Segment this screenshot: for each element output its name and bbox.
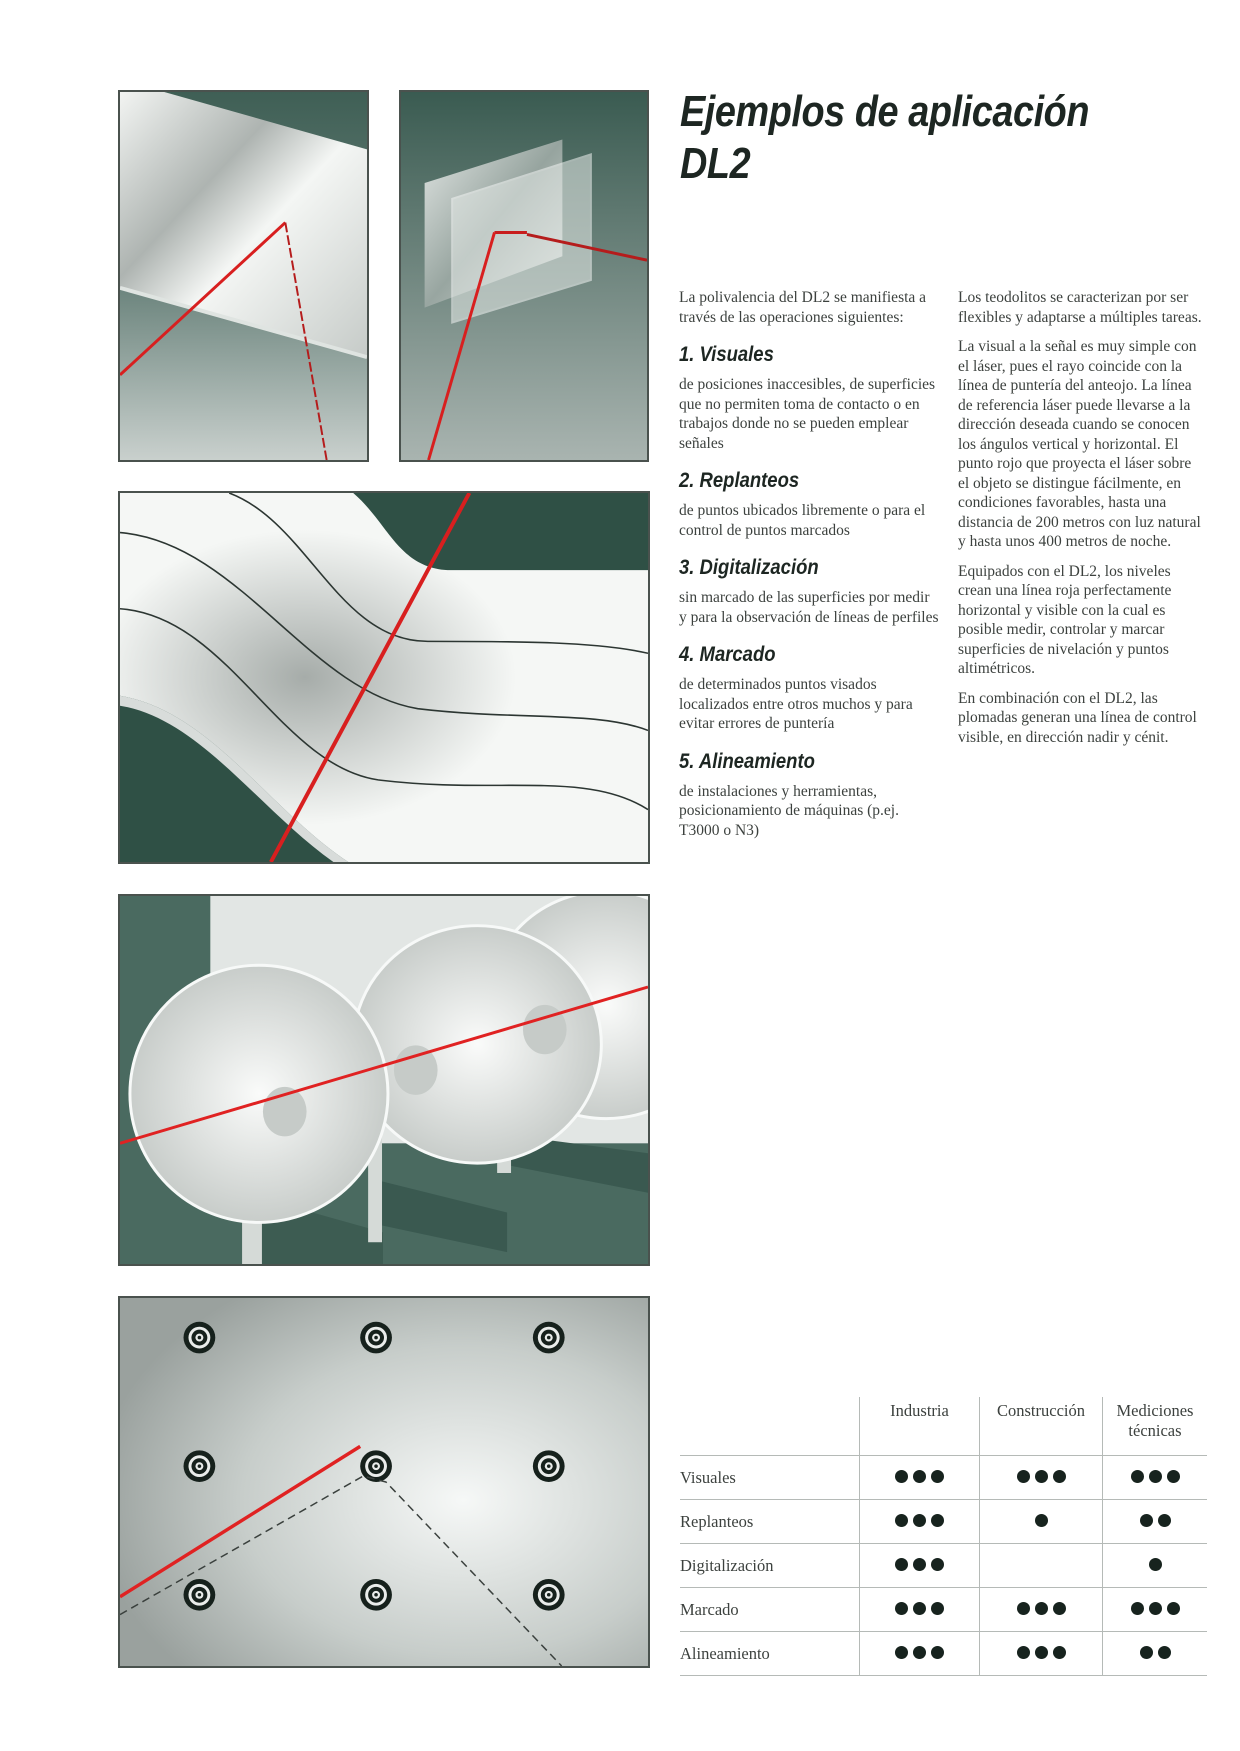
target-icon	[184, 1322, 216, 1354]
rating-dot-icon	[1131, 1470, 1144, 1483]
rating-dot-icon	[1149, 1558, 1162, 1571]
rating-dot-icon	[913, 1646, 926, 1659]
section-alineamiento: 5. Alineamiento de instalaciones y herramientas, posicionamiento de máquinas (p.ej. T3000 o N3)	[679, 749, 899, 839]
rating-dot-icon	[895, 1558, 908, 1571]
column-header: Construcción	[980, 1397, 1103, 1456]
section-visuales: 1. Visuales de posiciones inaccesibles, de superficies que no permiten toma de contacto o en trabajos donde no se pueden emplear señales	[679, 343, 936, 452]
rating-cell	[860, 1632, 980, 1676]
rating-dot-icon	[1140, 1646, 1153, 1659]
row-label: Marcado	[680, 1588, 860, 1632]
row-label: Visuales	[680, 1456, 860, 1500]
row-label: Alineamiento	[680, 1632, 860, 1676]
rating-dot-icon	[1167, 1602, 1180, 1615]
rating-cell	[980, 1500, 1103, 1544]
rating-dot-icon	[1053, 1646, 1066, 1659]
rating-cell	[860, 1544, 980, 1588]
target-icon	[360, 1579, 392, 1611]
paragraph: La visual a la señal es muy simple con el láser, pues el rayo coincide con la línea de puntería del anteojo. La línea de referencia láser puede llevarse a la dirección deseada cuando se conocen los ángulos vertical y horizontal. El punto rojo que proyecta el láser sobre el objeto se distingue fácilmente, en condiciones favorables, hasta una distancia de 200 metros con luz natural y hasta unos 400 metros de noche.	[958, 338, 1201, 550]
rating-dots	[895, 1602, 944, 1615]
table-row	[680, 1456, 1207, 1500]
rating-dot-icon	[913, 1558, 926, 1571]
rating-dot-icon	[913, 1602, 926, 1615]
intro-text: La polivalencia del DL2 se manifiesta a través de las operaciones siguientes:	[679, 289, 927, 326]
rating-dot-icon	[895, 1602, 908, 1615]
visuales-illustration	[118, 90, 369, 462]
digitalizacion-illustration	[118, 491, 650, 864]
target-icon	[533, 1579, 565, 1611]
table-row	[680, 1500, 1207, 1544]
rating-dot-icon	[1035, 1646, 1048, 1659]
target-icon	[184, 1450, 216, 1482]
rating-cell	[980, 1456, 1103, 1500]
rating-cell	[1103, 1500, 1208, 1544]
rating-dots	[1131, 1602, 1180, 1615]
rating-dot-icon	[1017, 1646, 1030, 1659]
section-replanteos: 2. Replanteos de puntos ubicados libremente o para el control de puntos marcados	[679, 469, 926, 539]
rating-dots	[1140, 1646, 1171, 1659]
section-digitalizacion: 3. Digitalización sin marcado de las superficies por medir y para la observación de líneas de perfiles	[679, 556, 939, 626]
rating-dot-icon	[895, 1646, 908, 1659]
rating-dot-icon	[1149, 1470, 1162, 1483]
rating-dots	[1035, 1514, 1048, 1527]
target-icon	[360, 1450, 392, 1482]
paragraph: Los teodolitos se caracterizan por ser flexibles y adaptarse a múltiples tareas.	[958, 289, 1202, 326]
rating-cell	[1103, 1544, 1208, 1588]
rating-dots	[895, 1514, 944, 1527]
rating-dot-icon	[931, 1514, 944, 1527]
column-header: Industria	[860, 1397, 980, 1456]
target-icon	[184, 1579, 216, 1611]
rating-dot-icon	[1131, 1602, 1144, 1615]
table-header-row	[680, 1397, 1207, 1456]
rating-dots	[895, 1558, 944, 1571]
rating-dot-icon	[1035, 1602, 1048, 1615]
page-title: Ejemplos de aplicación DL2	[680, 87, 1090, 188]
rating-dot-icon	[1158, 1646, 1171, 1659]
table-row	[680, 1632, 1207, 1676]
rating-dot-icon	[913, 1470, 926, 1483]
rating-dot-icon	[1053, 1602, 1066, 1615]
description-column	[958, 288, 1203, 757]
paragraph: En combinación con el DL2, las plomadas generan una línea de control visible, en dirección nadir y cénit.	[958, 689, 1197, 746]
application-matrix-table	[680, 1397, 1207, 1676]
rating-dot-icon	[1035, 1514, 1048, 1527]
target-icon	[533, 1450, 565, 1482]
rating-dot-icon	[895, 1470, 908, 1483]
rating-dots	[895, 1470, 944, 1483]
rating-cell	[1103, 1632, 1208, 1676]
rating-dots	[1131, 1470, 1180, 1483]
rating-cell	[1103, 1456, 1208, 1500]
rating-dot-icon	[931, 1602, 944, 1615]
rating-cell	[980, 1588, 1103, 1632]
rating-dots	[1017, 1470, 1066, 1483]
rating-dots	[1140, 1514, 1171, 1527]
rating-dot-icon	[1053, 1470, 1066, 1483]
operations-column	[679, 288, 939, 850]
section-marcado: 4. Marcado de determinados puntos visados localizados entre otros muchos y para evitar errores de puntería	[679, 643, 913, 732]
rating-dot-icon	[1158, 1514, 1171, 1527]
rating-dot-icon	[1167, 1470, 1180, 1483]
rating-dot-icon	[1035, 1470, 1048, 1483]
rating-cell	[1103, 1588, 1208, 1632]
paragraph: Equipados con el DL2, los niveles crean una línea roja perfectamente horizontal y visible con la cual es posible medir, controlar y marcar superficies de nivelación y puntos altimétricos.	[958, 562, 1172, 677]
target-icon	[360, 1322, 392, 1354]
rating-dot-icon	[1140, 1514, 1153, 1527]
marcado-illustration	[118, 1296, 650, 1668]
rating-cell	[980, 1544, 1103, 1588]
replanteos-illustration	[399, 90, 649, 462]
rating-dot-icon	[1017, 1602, 1030, 1615]
rating-dot-icon	[931, 1646, 944, 1659]
rating-dots	[895, 1646, 944, 1659]
row-label: Digitalización	[680, 1544, 860, 1588]
row-label: Replanteos	[680, 1500, 860, 1544]
rating-dot-icon	[1149, 1602, 1162, 1615]
rating-dots	[1017, 1646, 1066, 1659]
alineamiento-illustration	[118, 894, 650, 1266]
rating-cell	[860, 1588, 980, 1632]
corner-cell	[680, 1397, 860, 1456]
table-row	[680, 1588, 1207, 1632]
rating-dot-icon	[931, 1470, 944, 1483]
column-header: Mediciones técnicas	[1103, 1397, 1208, 1456]
rating-dot-icon	[895, 1514, 908, 1527]
rating-cell	[980, 1632, 1103, 1676]
rating-dot-icon	[1017, 1470, 1030, 1483]
rating-cell	[860, 1500, 980, 1544]
rating-dots	[1017, 1602, 1066, 1615]
rating-dots	[1149, 1558, 1162, 1571]
rating-dot-icon	[913, 1514, 926, 1527]
rating-dot-icon	[931, 1558, 944, 1571]
rating-cell	[860, 1456, 980, 1500]
table-row	[680, 1544, 1207, 1588]
target-icon	[533, 1322, 565, 1354]
